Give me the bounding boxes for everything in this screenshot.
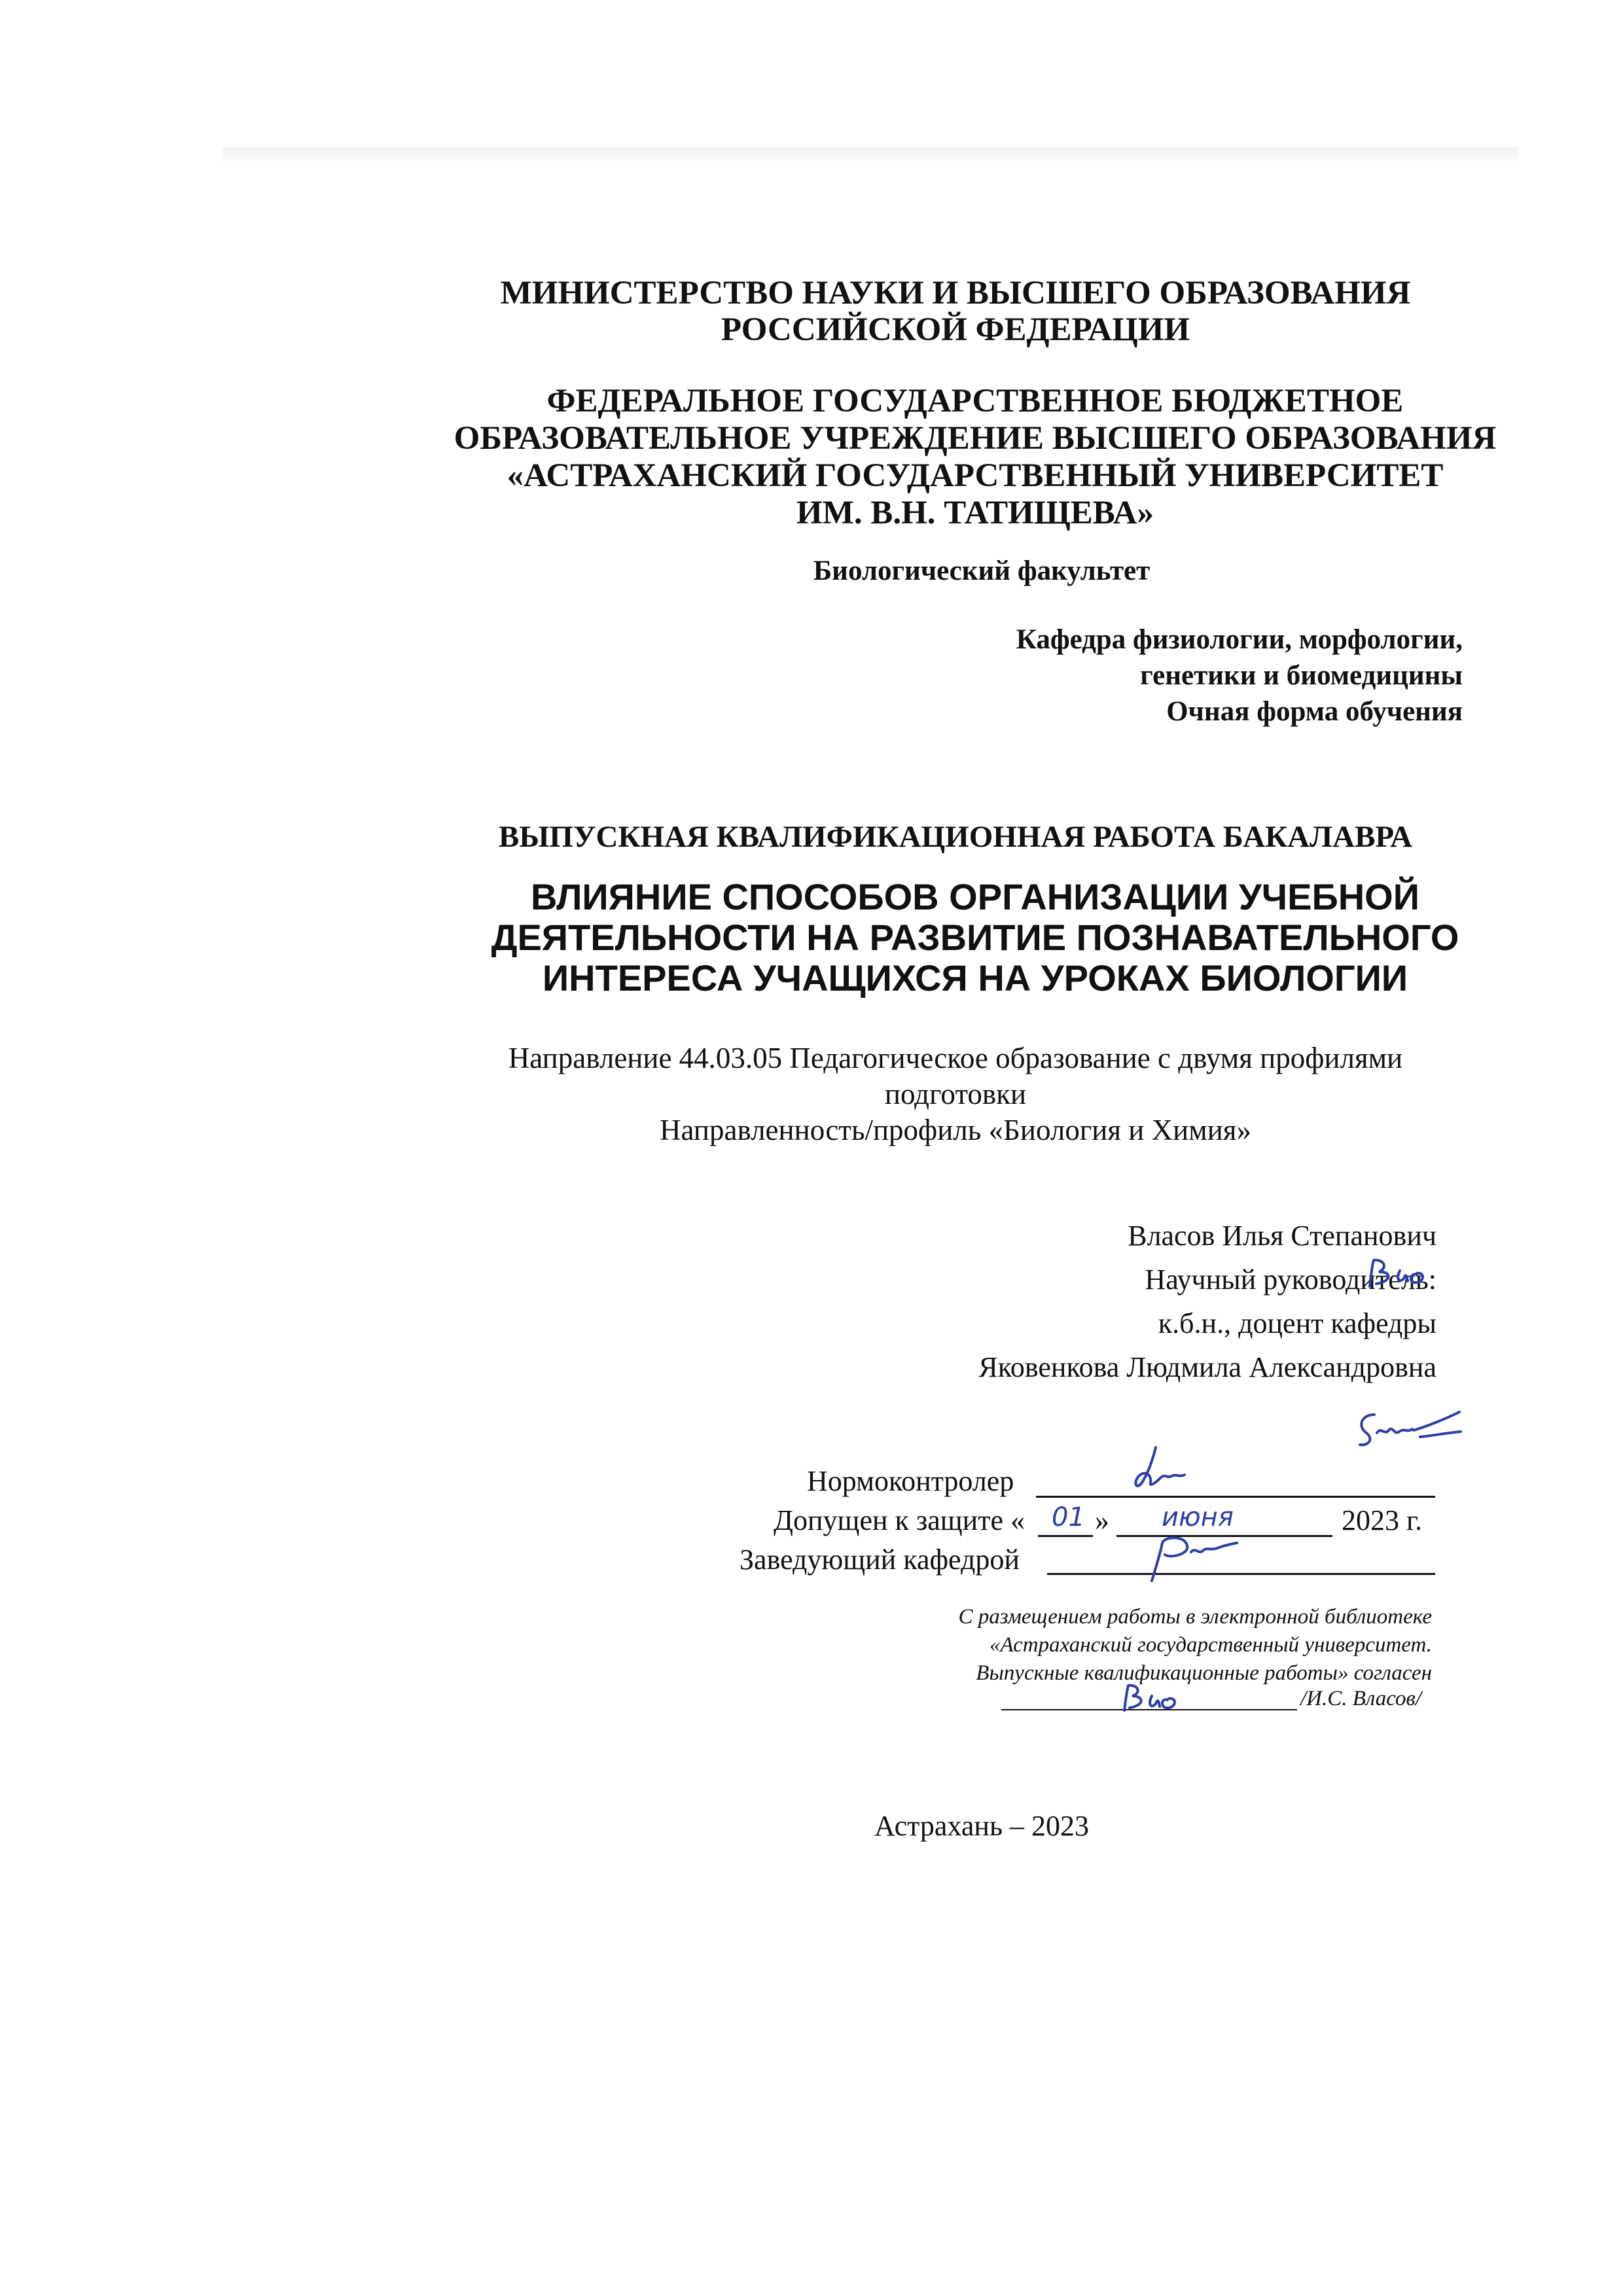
consent-line: Выпускные квалификационные работы» согласен bbox=[976, 1661, 1432, 1685]
city-year: Астрахань – 2023 bbox=[874, 1810, 1090, 1842]
university-line: «АСТРАХАНСКИЙ ГОСУДАРСТВЕННЫЙ УНИВЕРСИТЕТ bbox=[507, 457, 1444, 494]
consent-line: С размещением работы в электронной библиотеке bbox=[958, 1605, 1432, 1629]
work-title-line: ИНТЕРЕСА УЧАЩИХСЯ НА УРОКАХ БИОЛОГИИ bbox=[542, 957, 1408, 998]
department-line: генетики и биомедицины bbox=[1140, 660, 1463, 691]
authors-block bbox=[978, 1214, 1436, 1389]
consent-line: «Астраханский государственный университет. bbox=[989, 1633, 1432, 1657]
direction-block bbox=[393, 1040, 1518, 1148]
profile-line: Направленность/профиль «Биология и Химия» bbox=[660, 1114, 1251, 1146]
direction-line: Направление 44.03.05 Педагогическое образование с двумя профилями bbox=[508, 1042, 1403, 1074]
work-title-line: ДЕЯТЕЛЬНОСТИ НА РАЗВИТИЕ ПОЗНАВАТЕЛЬНОГО bbox=[491, 917, 1459, 958]
work-title-line: ВЛИЯНИЕ СПОСОБОВ ОРГАНИЗАЦИИ УЧЕБНОЙ bbox=[531, 876, 1419, 917]
study-form: Очная форма обучения bbox=[1166, 696, 1463, 727]
normcontrol-signature-line bbox=[1036, 1496, 1435, 1498]
scan-edge-shadow bbox=[223, 147, 1518, 167]
student-name: Власов Илья Степанович bbox=[1128, 1220, 1436, 1252]
consent-name: /И.С. Власов/ bbox=[1300, 1687, 1422, 1710]
day-line bbox=[1038, 1535, 1093, 1537]
consent-signature bbox=[1119, 1682, 1204, 1714]
ministry-line: МИНИСТЕРСТВО НАУКИ И ВЫСШЕГО ОБРАЗОВАНИЯ bbox=[500, 275, 1411, 311]
admitted-year: 2023 г. bbox=[1342, 1504, 1423, 1536]
supervisor-title: к.б.н., доцент кафедры bbox=[1158, 1307, 1436, 1339]
admitted-label: Допущен к защите « bbox=[774, 1504, 1025, 1536]
library-consent bbox=[959, 1603, 1433, 1687]
normcontrol-label: Нормоконтролер bbox=[807, 1465, 1014, 1497]
normcontroller-signature bbox=[1099, 1445, 1204, 1504]
ministry-heading bbox=[327, 275, 1584, 348]
department-block bbox=[1016, 622, 1463, 730]
university-line: ФЕДЕРАЛЬНОЕ ГОСУДАРСТВЕННОЕ БЮДЖЕТНОЕ bbox=[546, 383, 1404, 419]
university-line: ОБРАЗОВАТЕЛЬНОЕ УЧРЕЖДЕНИЕ ВЫСШЕГО ОБРАЗОВАНИЯ bbox=[454, 420, 1497, 457]
work-type: ВЫПУСКНАЯ КВАЛИФИКАЦИОННАЯ РАБОТА БАКАЛАВРА bbox=[498, 820, 1413, 854]
supervisor-label: Научный руководитель: bbox=[1145, 1263, 1436, 1296]
university-heading bbox=[327, 383, 1623, 532]
supervisor-signature bbox=[1348, 1407, 1466, 1453]
direction-line: подготовки bbox=[884, 1078, 1027, 1110]
department-line: Кафедра физиологии, морфологии, bbox=[1016, 624, 1463, 655]
ministry-line: РОССИЙСКОЙ ФЕДЕРАЦИИ bbox=[721, 311, 1190, 348]
faculty-name: Биологический факультет bbox=[813, 556, 1150, 586]
supervisor-name: Яковенкова Людмила Александровна bbox=[978, 1351, 1436, 1383]
head-signature bbox=[1139, 1531, 1243, 1583]
admitted-close-quote: » bbox=[1095, 1504, 1109, 1536]
university-line: ИМ. В.Н. ТАТИЩЕВА» bbox=[796, 495, 1154, 531]
work-title bbox=[327, 877, 1623, 998]
admitted-day: 01 bbox=[1052, 1502, 1085, 1532]
admitted-month: июня bbox=[1162, 1502, 1234, 1532]
student-signature bbox=[1364, 1255, 1456, 1294]
head-of-department-label: Заведующий кафедрой bbox=[740, 1544, 1020, 1576]
